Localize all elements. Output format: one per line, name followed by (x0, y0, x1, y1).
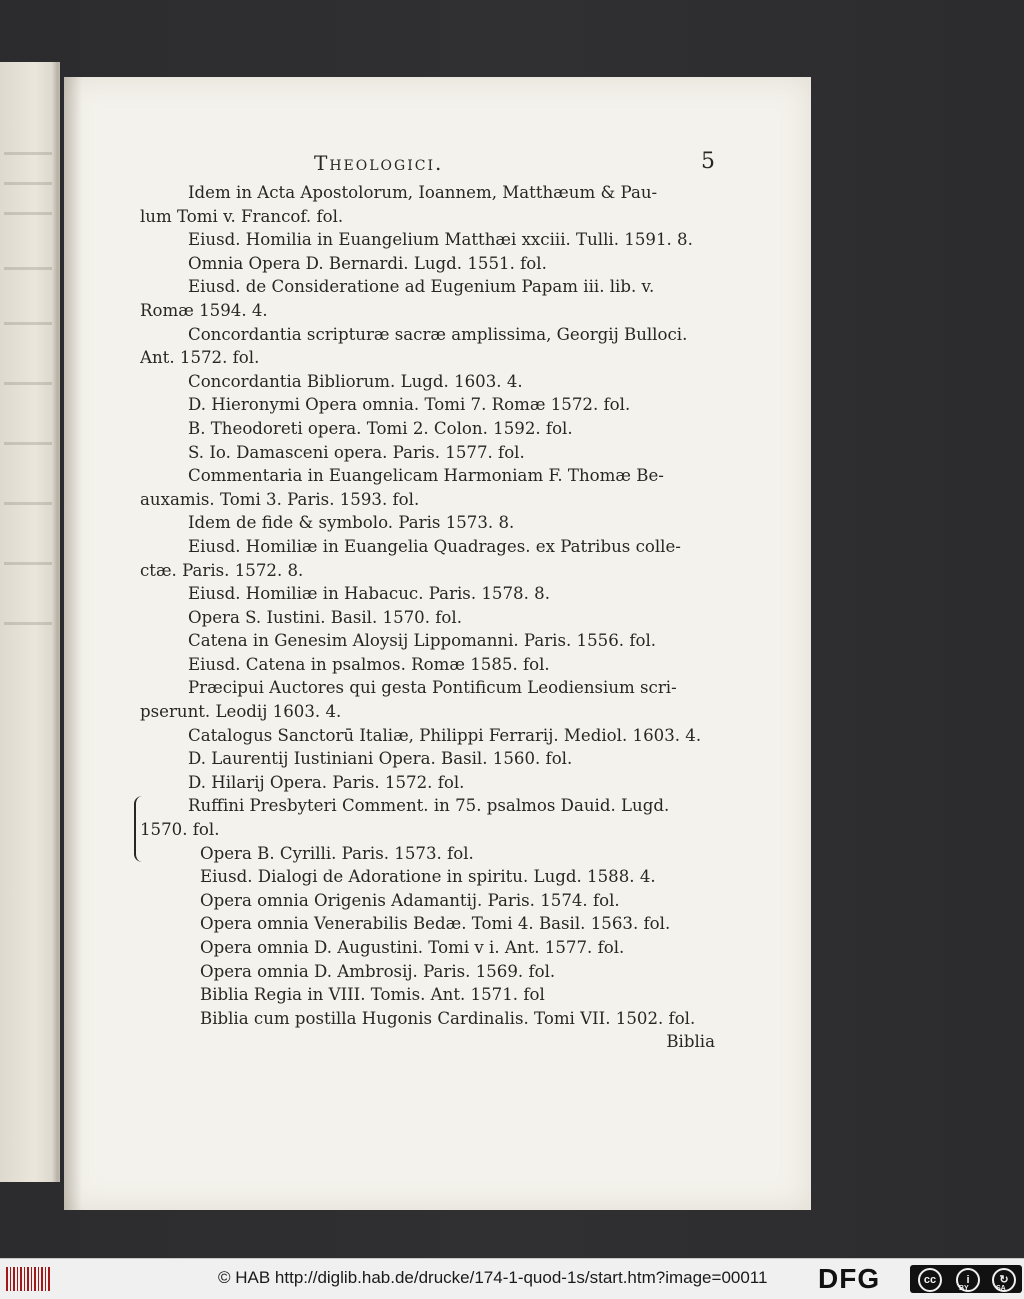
page-edge-shadow (52, 62, 58, 1182)
catchword: Biblia (666, 1032, 715, 1052)
entry-line: Concordantia scripturæ sacræ amplissima, Georgij Bulloci. (188, 324, 688, 344)
entry-line: Ruffini Presbyteri Comment. in 75. psalmos Dauid. Lugd. (188, 796, 670, 816)
entry-line: Eiusd. Catena in psalmos. Romæ 1585. fol. (188, 654, 550, 674)
entry-line: Opera omnia D. Ambrosij. Paris. 1569. fol. (200, 961, 556, 981)
by-tag: BY (959, 1285, 969, 1292)
bleed-through (4, 442, 52, 445)
entry-line: auxamis. Tomi 3. Paris. 1593. fol. (140, 489, 420, 509)
page-header (140, 149, 715, 179)
entry-line: Omnia Opera D. Bernardi. Lugd. 1551. fol. (188, 253, 547, 273)
entry-list (140, 181, 715, 1030)
margin-bracket-mark (134, 796, 146, 862)
bleed-through (4, 502, 52, 505)
entry-line: B. Theodoreti opera. Tomi 2. Colon. 1592. fol. (188, 418, 573, 438)
page-text-block (140, 149, 715, 1053)
entry-line: Præcipui Auctores qui gesta Pontificum Leodiensium scri- (188, 678, 677, 698)
entry-line: Eiusd. Homiliæ in Habacuc. Paris. 1578. 8. (188, 584, 550, 604)
cc-icon: cc (918, 1268, 942, 1292)
entry-line: Idem de fide & symbolo. Paris 1573. 8. (188, 513, 515, 533)
entry-line: S. Io. Damasceni opera. Paris. 1577. fol. (188, 442, 525, 462)
entry-line: Catalogus Sanctorū Italiæ, Philippi Ferrarij. Mediol. 1603. 4. (188, 725, 702, 745)
entry-line: Eiusd. Homilia in Euangelium Matthæi xxciii. Tulli. 1591. 8. (188, 230, 693, 250)
book-page (64, 77, 811, 1210)
bleed-through (4, 182, 52, 185)
entry-line: pserunt. Leodij 1603. 4. (140, 702, 342, 722)
entry-line: 1570. fol. (140, 820, 220, 840)
cc-license-badge[interactable] (910, 1265, 1022, 1293)
entry-line: D. Hieronymi Opera omnia. Tomi 7. Romæ 1572. fol. (188, 395, 631, 415)
entry-line: Ant. 1572. fol. (140, 348, 260, 368)
entry-line: Concordantia Bibliorum. Lugd. 1603. 4. (188, 371, 523, 391)
viewer-footer (0, 1258, 1024, 1299)
entry-line: D. Laurentij Iustiniani Opera. Basil. 1560. fol. (188, 749, 573, 769)
bleed-through (4, 267, 52, 270)
page-number: 5 (701, 149, 715, 174)
bleed-through (4, 212, 52, 215)
entry-line: Opera omnia Venerabilis Bedæ. Tomi 4. Basil. 1563. fol. (200, 914, 671, 934)
dfg-logo: DFG (818, 1263, 881, 1294)
bleed-through (4, 622, 52, 625)
entry-line: Eiusd. de Consideratione ad Eugenium Papam iii. lib. v. (188, 277, 655, 297)
entry-line: Opera B. Cyrilli. Paris. 1573. fol. (200, 843, 474, 863)
entry-line: Opera omnia Origenis Adamantij. Paris. 1574. fol. (200, 890, 620, 910)
entry-line: Catena in Genesim Aloysij Lippomanni. Paris. 1556. fol. (188, 631, 657, 651)
entry-line: Idem in Acta Apostolorum, Ioannem, Matthæum & Pau- (188, 183, 658, 202)
entry-line: Eiusd. Dialogi de Adoratione in spiritu. Lugd. 1588. 4. (200, 867, 656, 887)
entry-line: Commentaria in Euangelicam Harmoniam F. Thomæ Be- (188, 466, 664, 486)
facing-page-edge (0, 62, 60, 1182)
bleed-through (4, 382, 52, 385)
entry-line: ctæ. Paris. 1572. 8. (140, 560, 304, 580)
sa-icon: ↻ (992, 1268, 1016, 1292)
by-icon: i (956, 1268, 980, 1292)
bleed-through (4, 322, 52, 325)
running-head: Theologici. (314, 151, 444, 175)
entry-line: Opera S. Iustini. Basil. 1570. fol. (188, 607, 463, 627)
entry-line: Eiusd. Homiliæ in Euangelia Quadrages. ex Patribus colle- (188, 536, 681, 556)
sa-tag: SA (996, 1285, 1006, 1292)
bleed-through (4, 152, 52, 155)
entry-line: D. Hilarij Opera. Paris. 1572. fol. (188, 772, 465, 792)
bleed-through (4, 562, 52, 565)
hab-logo-icon (6, 1267, 50, 1291)
page-gutter (64, 77, 82, 1210)
entry-line: lum Tomi v. Francof. fol. (140, 206, 344, 226)
source-credit: © HAB http://diglib.hab.de/drucke/174-1-quod-1s/start.htm?image=00011 (218, 1268, 768, 1287)
entry-line: Biblia Regia in VIII. Tomis. Ant. 1571. fol (200, 985, 545, 1005)
entry-line: Opera omnia D. Augustini. Tomi v i. Ant. 1577. fol. (200, 938, 625, 957)
entry-line: Biblia cum postilla Hugonis Cardinalis. Tomi VII. 1502. fol. (200, 1008, 696, 1028)
entry-line: Romæ 1594. 4. (140, 300, 268, 320)
